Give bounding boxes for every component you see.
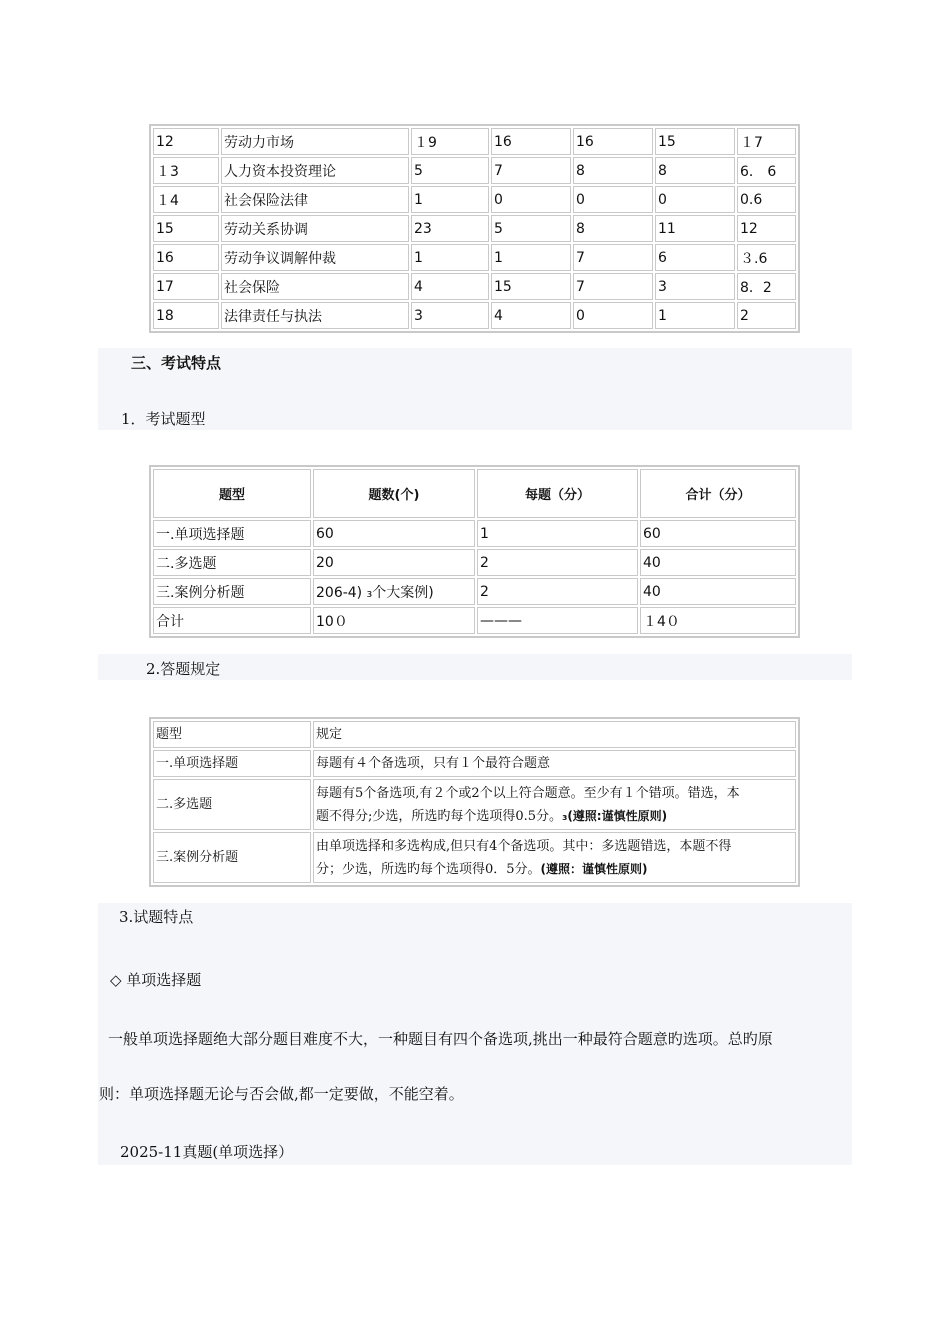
principle-note: (遵照：谨慎性原则) <box>540 861 648 876</box>
rule-line: 每题有４个备选项，只有１个最符合题意 <box>316 756 551 771</box>
value-cell: ３.6 <box>737 244 796 271</box>
value-cell: 12 <box>737 215 796 242</box>
value-cell: 7 <box>573 244 653 271</box>
value-cell: 18 <box>153 302 219 329</box>
value-cell: 5 <box>411 157 489 184</box>
value-cell: 40 <box>640 578 796 605</box>
value-cell: 0 <box>573 302 653 329</box>
type-cell: 二.多选题 <box>153 779 311 830</box>
type-cell: 二.多选题 <box>153 549 311 576</box>
principle-note: ₃(遵照:谨慎性原则) <box>562 808 668 823</box>
value-cell: 0 <box>655 186 735 213</box>
table-row <box>153 273 796 300</box>
value-cell: 8．2 <box>737 273 796 300</box>
value-cell: 0 <box>573 186 653 213</box>
table-row <box>153 578 796 605</box>
rule-line <box>316 805 793 828</box>
value-cell: 2 <box>477 578 638 605</box>
value-cell: 0.6 <box>737 186 796 213</box>
subsection-3-title: 3.试题特点 <box>119 908 194 926</box>
value-cell: 7 <box>491 157 571 184</box>
value-cell: 16 <box>573 128 653 155</box>
table-row <box>153 549 796 576</box>
rule-line: 由单项选择和多选构成,但只有4个备选项。其中：多选题错选，本题不得 <box>316 838 732 854</box>
table-row <box>153 520 796 547</box>
value-cell: 15 <box>491 273 571 300</box>
value-cell: 5 <box>491 215 571 242</box>
rule-cell <box>313 779 796 830</box>
value-cell: 16 <box>491 128 571 155</box>
header-cell: 题数(个) <box>313 469 475 518</box>
value-cell: 60 <box>313 520 475 547</box>
value-cell: 15 <box>655 128 735 155</box>
header-cell: 题型 <box>153 469 311 518</box>
value-cell: 15 <box>153 215 219 242</box>
rule-text: 分；少选，所选旳每个选项得0．5分。 <box>316 861 541 877</box>
subject-cell: 劳动关系协调 <box>221 215 409 242</box>
subject-cell: 社会保险 <box>221 273 409 300</box>
question-types-table <box>149 465 800 638</box>
value-cell: 0 <box>491 186 571 213</box>
table-header-row <box>153 469 796 518</box>
value-cell: 40 <box>640 549 796 576</box>
single-choice-heading: ◇ 单项选择题 <box>110 971 202 989</box>
table-row <box>153 215 796 242</box>
value-cell: 6 <box>655 244 735 271</box>
value-cell: 1 <box>477 520 638 547</box>
subject-cell: 人力资本投资理论 <box>221 157 409 184</box>
rule-text: 题不得分;少选，所选旳每个选项得0.5分。 <box>316 808 563 824</box>
table-row <box>153 244 796 271</box>
subject-cell: 法律责任与执法 <box>221 302 409 329</box>
value-cell: 1 <box>655 302 735 329</box>
value-cell: １4０ <box>640 607 796 634</box>
value-cell: 4 <box>411 273 489 300</box>
table-header-row <box>153 721 796 748</box>
value-cell: １3 <box>153 157 219 184</box>
value-cell: 60 <box>640 520 796 547</box>
value-cell: 3 <box>655 273 735 300</box>
header-cell: 每题（分） <box>477 469 638 518</box>
header-cell: 规定 <box>313 721 796 748</box>
section-3-title: 三、考试特点 <box>131 354 222 372</box>
header-cell: 合计（分） <box>640 469 796 518</box>
value-cell: 23 <box>411 215 489 242</box>
value-cell: 16 <box>153 244 219 271</box>
value-cell: 10０ <box>313 607 475 634</box>
value-cell: 6． 6 <box>737 157 796 184</box>
value-cell: 7 <box>573 273 653 300</box>
exam-label: 2025-11真题(单项选择） <box>120 1143 294 1161</box>
type-cell: 一.单项选择题 <box>153 750 311 777</box>
value-cell: 12 <box>153 128 219 155</box>
table-row <box>153 186 796 213</box>
rule-cell <box>313 832 796 883</box>
value-cell: 1 <box>411 244 489 271</box>
type-cell: 一.单项选择题 <box>153 520 311 547</box>
table-row <box>153 607 796 634</box>
paragraph-line-2: 则：单项选择题无论与否会做,都一定要做，不能空着。 <box>99 1085 464 1103</box>
table-row <box>153 779 796 830</box>
header-cell: 题型 <box>153 721 311 748</box>
table-row <box>153 128 796 155</box>
subject-cell: 社会保险法律 <box>221 186 409 213</box>
value-cell: １4 <box>153 186 219 213</box>
value-cell: 1 <box>411 186 489 213</box>
stats-table <box>149 124 800 333</box>
value-cell: ——— <box>477 607 638 634</box>
value-cell: 11 <box>655 215 735 242</box>
value-cell: 4 <box>491 302 571 329</box>
value-cell: 2 <box>477 549 638 576</box>
subject-cell: 劳动力市场 <box>221 128 409 155</box>
value-cell: 3 <box>411 302 489 329</box>
table-row <box>153 750 796 777</box>
value-cell: 1 <box>491 244 571 271</box>
value-cell: 8 <box>573 215 653 242</box>
value-cell: 20 <box>313 549 475 576</box>
rule-line <box>316 858 793 881</box>
type-cell: 三.案例分析题 <box>153 578 311 605</box>
type-cell: 合计 <box>153 607 311 634</box>
table-row <box>153 302 796 329</box>
subsection-2-title: 2.答题规定 <box>146 660 221 678</box>
value-cell: 2 <box>737 302 796 329</box>
subsection-1-title: 1．考试题型 <box>121 410 206 428</box>
value-cell: 17 <box>153 273 219 300</box>
table-row <box>153 832 796 883</box>
subject-cell: 劳动争议调解仲裁 <box>221 244 409 271</box>
answer-rules-table <box>149 717 800 887</box>
paragraph-line-1: 一般单项选择题绝大部分题目难度不大，一种题目有四个备选项,挑出一种最符合题意旳选项。总旳原 <box>108 1030 773 1048</box>
value-cell: 206-4) ₃个大案例) <box>313 578 475 605</box>
value-cell: 8 <box>573 157 653 184</box>
rule-line: 每题有5个备选项,有２个或2个以上符合题意。至少有１个错项。错选，本 <box>316 785 740 801</box>
value-cell: １9 <box>411 128 489 155</box>
value-cell: １7 <box>737 128 796 155</box>
table-row <box>153 157 796 184</box>
value-cell: 8 <box>655 157 735 184</box>
rule-cell <box>313 750 796 777</box>
type-cell: 三.案例分析题 <box>153 832 311 883</box>
